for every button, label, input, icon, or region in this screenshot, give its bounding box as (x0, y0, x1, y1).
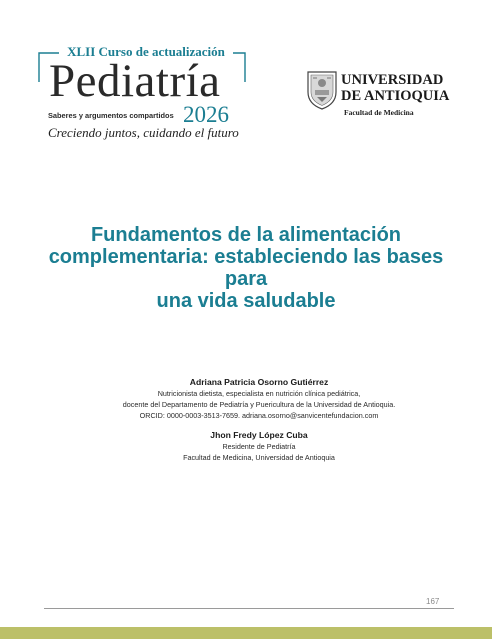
university-name (341, 72, 449, 104)
author-1 (96, 376, 422, 421)
author-2 (96, 429, 422, 463)
chapter-title-line3: una vida saludable (156, 290, 336, 312)
course-tagline: Saberes y argumentos compartidos (48, 111, 174, 120)
university-logo (305, 68, 465, 120)
university-name-line1: UNIVERSIDAD (341, 72, 444, 88)
author-2-affiliation: Facultad de Medicina, Universidad de Antioquia (183, 453, 335, 462)
course-edition: XLII Curso de actualización (67, 44, 225, 59)
course-brand: Pediatría (49, 55, 221, 107)
course-year: 2026 (183, 102, 229, 127)
chapter-title-line1: Fundamentos de la alimentación (90, 224, 402, 246)
author-1-contact: ORCID: 0000-0003-3513-7659. adriana.osorno@sanvicentefundacion.com (139, 411, 379, 420)
course-logo (35, 44, 250, 144)
bottom-color-band (0, 627, 492, 639)
author-1-name: Adriana Patricia Osorno Gutiérrez (189, 377, 329, 387)
university-faculty: Facultad de Medicina (344, 108, 414, 117)
author-1-credential: Nutricionista dietista, especialista en nutrición clínica pediátrica, (157, 389, 361, 398)
chapter-title-line2: complementaria: estableciendo las bases para (48, 246, 444, 290)
author-2-credential: Residente de Pediatría (222, 442, 296, 451)
course-motto: Creciendo juntos, cuidando el futuro (48, 125, 239, 140)
author-2-name: Jhon Fredy López Cuba (210, 430, 308, 440)
chapter-title (36, 224, 456, 312)
university-name-line2: DE ANTIOQUIA (341, 88, 450, 104)
author-1-affiliation: docente del Departamento de Pediatría y Puericultura de la Universidad de Antioquia. (122, 400, 396, 409)
university-seal-icon (305, 68, 339, 110)
page-number: 167 (426, 597, 440, 606)
authors-block (96, 376, 422, 463)
footer-divider (44, 608, 454, 609)
